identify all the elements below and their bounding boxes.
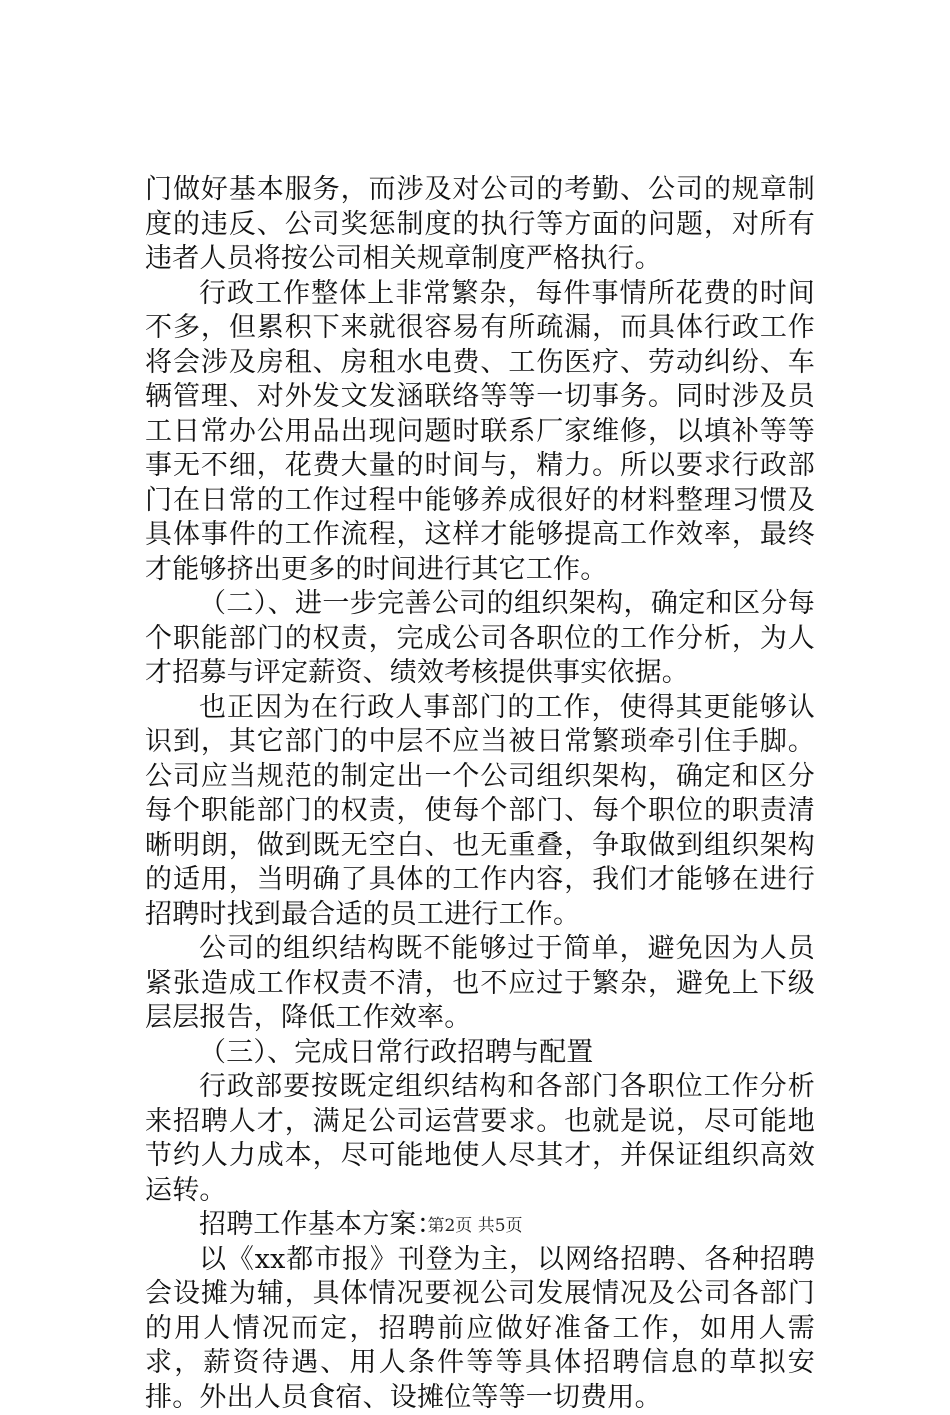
paragraph-admin-work: 行政工作整体上非常繁杂，每件事情所花费的时间不多，但累积下来就很容易有所疏漏，而具体行政工作将会涉及房租、房租水电费、工伤医疗、劳动纠纷、车辆管理、对外发文发涵联络等等一切事务。同时涉及员工日常办公用品出现问题时联系厂家维修，以填补等等事无不细，花费大量的时间与，精力。所以要求行政部门在日常的工作过程中能够养成很好的材料整理习惯及具体事件的工作流程，这样才能够提高工作效率，最终才能够挤出更多的时间进行其它工作。 [145, 277, 815, 588]
paragraph-recruitment-plan-label: 招聘工作基本方案： [145, 1208, 815, 1243]
paragraph-recruitment-plan: 以《xx都市报》刊登为主，以网络招聘、各种招聘会设摊为辅，具体情况要视公司发展情况及公司各部门的用人情况而定，招聘前应做好准备工作，如用人需求，薪资待遇、用人条件等等具体招聘信息的草拟安排。外出人员食宿、设摊位等等一切费用。 [145, 1243, 815, 1415]
section-heading-three: （三）、完成日常行政招聘与配置 [145, 1036, 815, 1071]
page-number-footer: 第2页 共5页 [0, 1211, 950, 1236]
section-heading-two: （二）、进一步完善公司的组织架构，确定和区分每个职能部门的权责，完成公司各职位的工作分析，为人才招募与评定薪资、绩效考核提供事实依据。 [145, 587, 815, 691]
paragraph-recruitment: 行政部要按既定组织结构和各部门各职位工作分析来招聘人才，满足公司运营要求。也就是说，尽可能地节约人力成本，尽可能地使人尽其才，并保证组织高效运转。 [145, 1070, 815, 1208]
paragraph-org-balance: 公司的组织结构既不能够过于简单，避免因为人员紧张造成工作权责不清，也不应过于繁杂，避免上下级层层报告，降低工作效率。 [145, 932, 815, 1036]
paragraph-org-structure: 也正因为在行政人事部门的工作，使得其更能够认识到，其它部门的中层不应当被日常繁琐牵引住手脚。公司应当规范的制定出一个公司组织架构，确定和区分每个职能部门的权责，使每个部门、每个职位的职责清晰明朗，做到既无空白、也无重叠，争取做到组织架构的适用，当明确了具体的工作内容，我们才能够在进行招聘时找到最合适的员工进行工作。 [145, 691, 815, 933]
paragraph-continuation: 门做好基本服务，而涉及对公司的考勤、公司的规章制度的违反、公司奖惩制度的执行等方面的问题，对所有违者人员将按公司相关规章制度严格执行。 [145, 173, 815, 277]
